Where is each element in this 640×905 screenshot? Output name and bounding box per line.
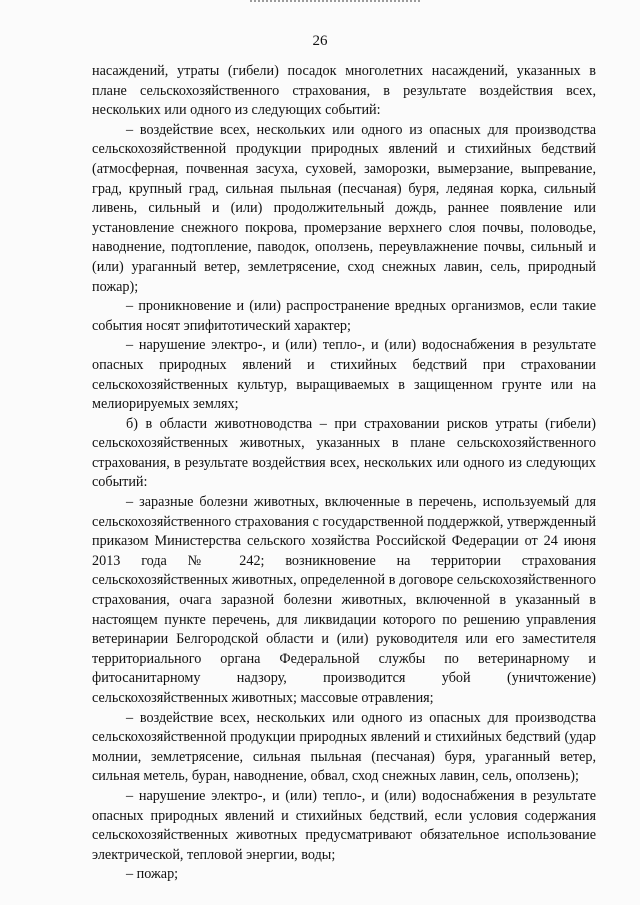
scan-artifact-marks [250, 0, 420, 6]
paragraph-utility-disruption-livestock: – нарушение электро-, и (или) тепло-, и (или) водоснабжения в результате опасных природных явлений и стихийных бедствий, если условия содержания сельскохозяйственных животных предусматривают обязательное использование электрической, тепловой энергии, воды; [92, 787, 596, 863]
paragraph-continuation: насаждений, утраты (гибели) посадок многолетних насаждений, указанных в плане сельскохозяйственного страхования, в результате воздействия всех, нескольких или одного из следующих событий: [92, 63, 596, 119]
paragraph-animal-diseases: – заразные болезни животных, включенные в перечень, используемый для сельскохозяйственного страхования с государственной поддержкой, утвержденный приказом Министерства сельского хозяйства Российской Федерации от 24 июня 2013 года № 242; возникновение на территории страхования сельскохозяйственных животных, определенной в договоре сельскохозяйственного страхования, очага заразной болезни животных, включенной в указанный в настоящем пункте перечень, для ликвидации которого по решению управления ветеринарии Белгородской области и (или) руководителя или его заместителя территориального органа Федеральной службы по ветеринарному и фитосанитарному надзору, производится убой (уничтожение) сельскохозяйственных животных; массовые отравления; [92, 494, 596, 706]
paragraph-fire: – пожар; [126, 866, 179, 883]
paragraph-utility-disruption-crops: – нарушение электро-, и (или) тепло-, и (или) водоснабжения в результате опасных природных явлений и стихийных бедствий при страховании сельскохозяйственных культур, выращиваемых в защищенном грунте или на мелиорируемых землях; [92, 337, 596, 413]
paragraph-livestock-section: б) в области животноводства – при страховании рисков утраты (гибели) сельскохозяйственных животных, указанных в плане сельскохозяйственного страхования, в результате воздействия всех, нескольких или одного из следующих событий: [92, 415, 596, 491]
paragraph-natural-hazards-livestock: – воздействие всех, нескольких или одного из опасных для производства сельскохозяйственной продукции природных явлений и стихийных бедствий (удар молнии, землетрясение, сильная пыльная (песчаная) буря, ураганный ветер, сильная метель, буран, наводнение, обвал, сход снежных лавин, сель, оползень); [92, 709, 596, 785]
paragraph-harmful-organisms: – проникновение и (или) распространение вредных организмов, если такие события носят эпифитотический характер; [92, 298, 596, 334]
document-body [92, 62, 596, 885]
paragraph-natural-hazards-crops: – воздействие всех, нескольких или одного из опасных для производства сельскохозяйственной продукции природных явлений и стихийных бедствий (атмосферная, почвенная засуха, суховей, заморозки, вымерзание, выпревание, град, крупный град, сильная пыльная (песчаная) буря, ледяная корка, сильный ливень, сильный и (или) продолжительный дождь, раннее появление или установление снежного покрова, промерзание верхнего слоя почвы, половодье, наводнение, подтопление, паводок, оползень, переувлажнение почвы, сильный и (или) ураганный ветер, землетрясение, сход снежных лавин, сель, природный пожар); [92, 121, 596, 295]
page-number: 26 [312, 33, 328, 49]
